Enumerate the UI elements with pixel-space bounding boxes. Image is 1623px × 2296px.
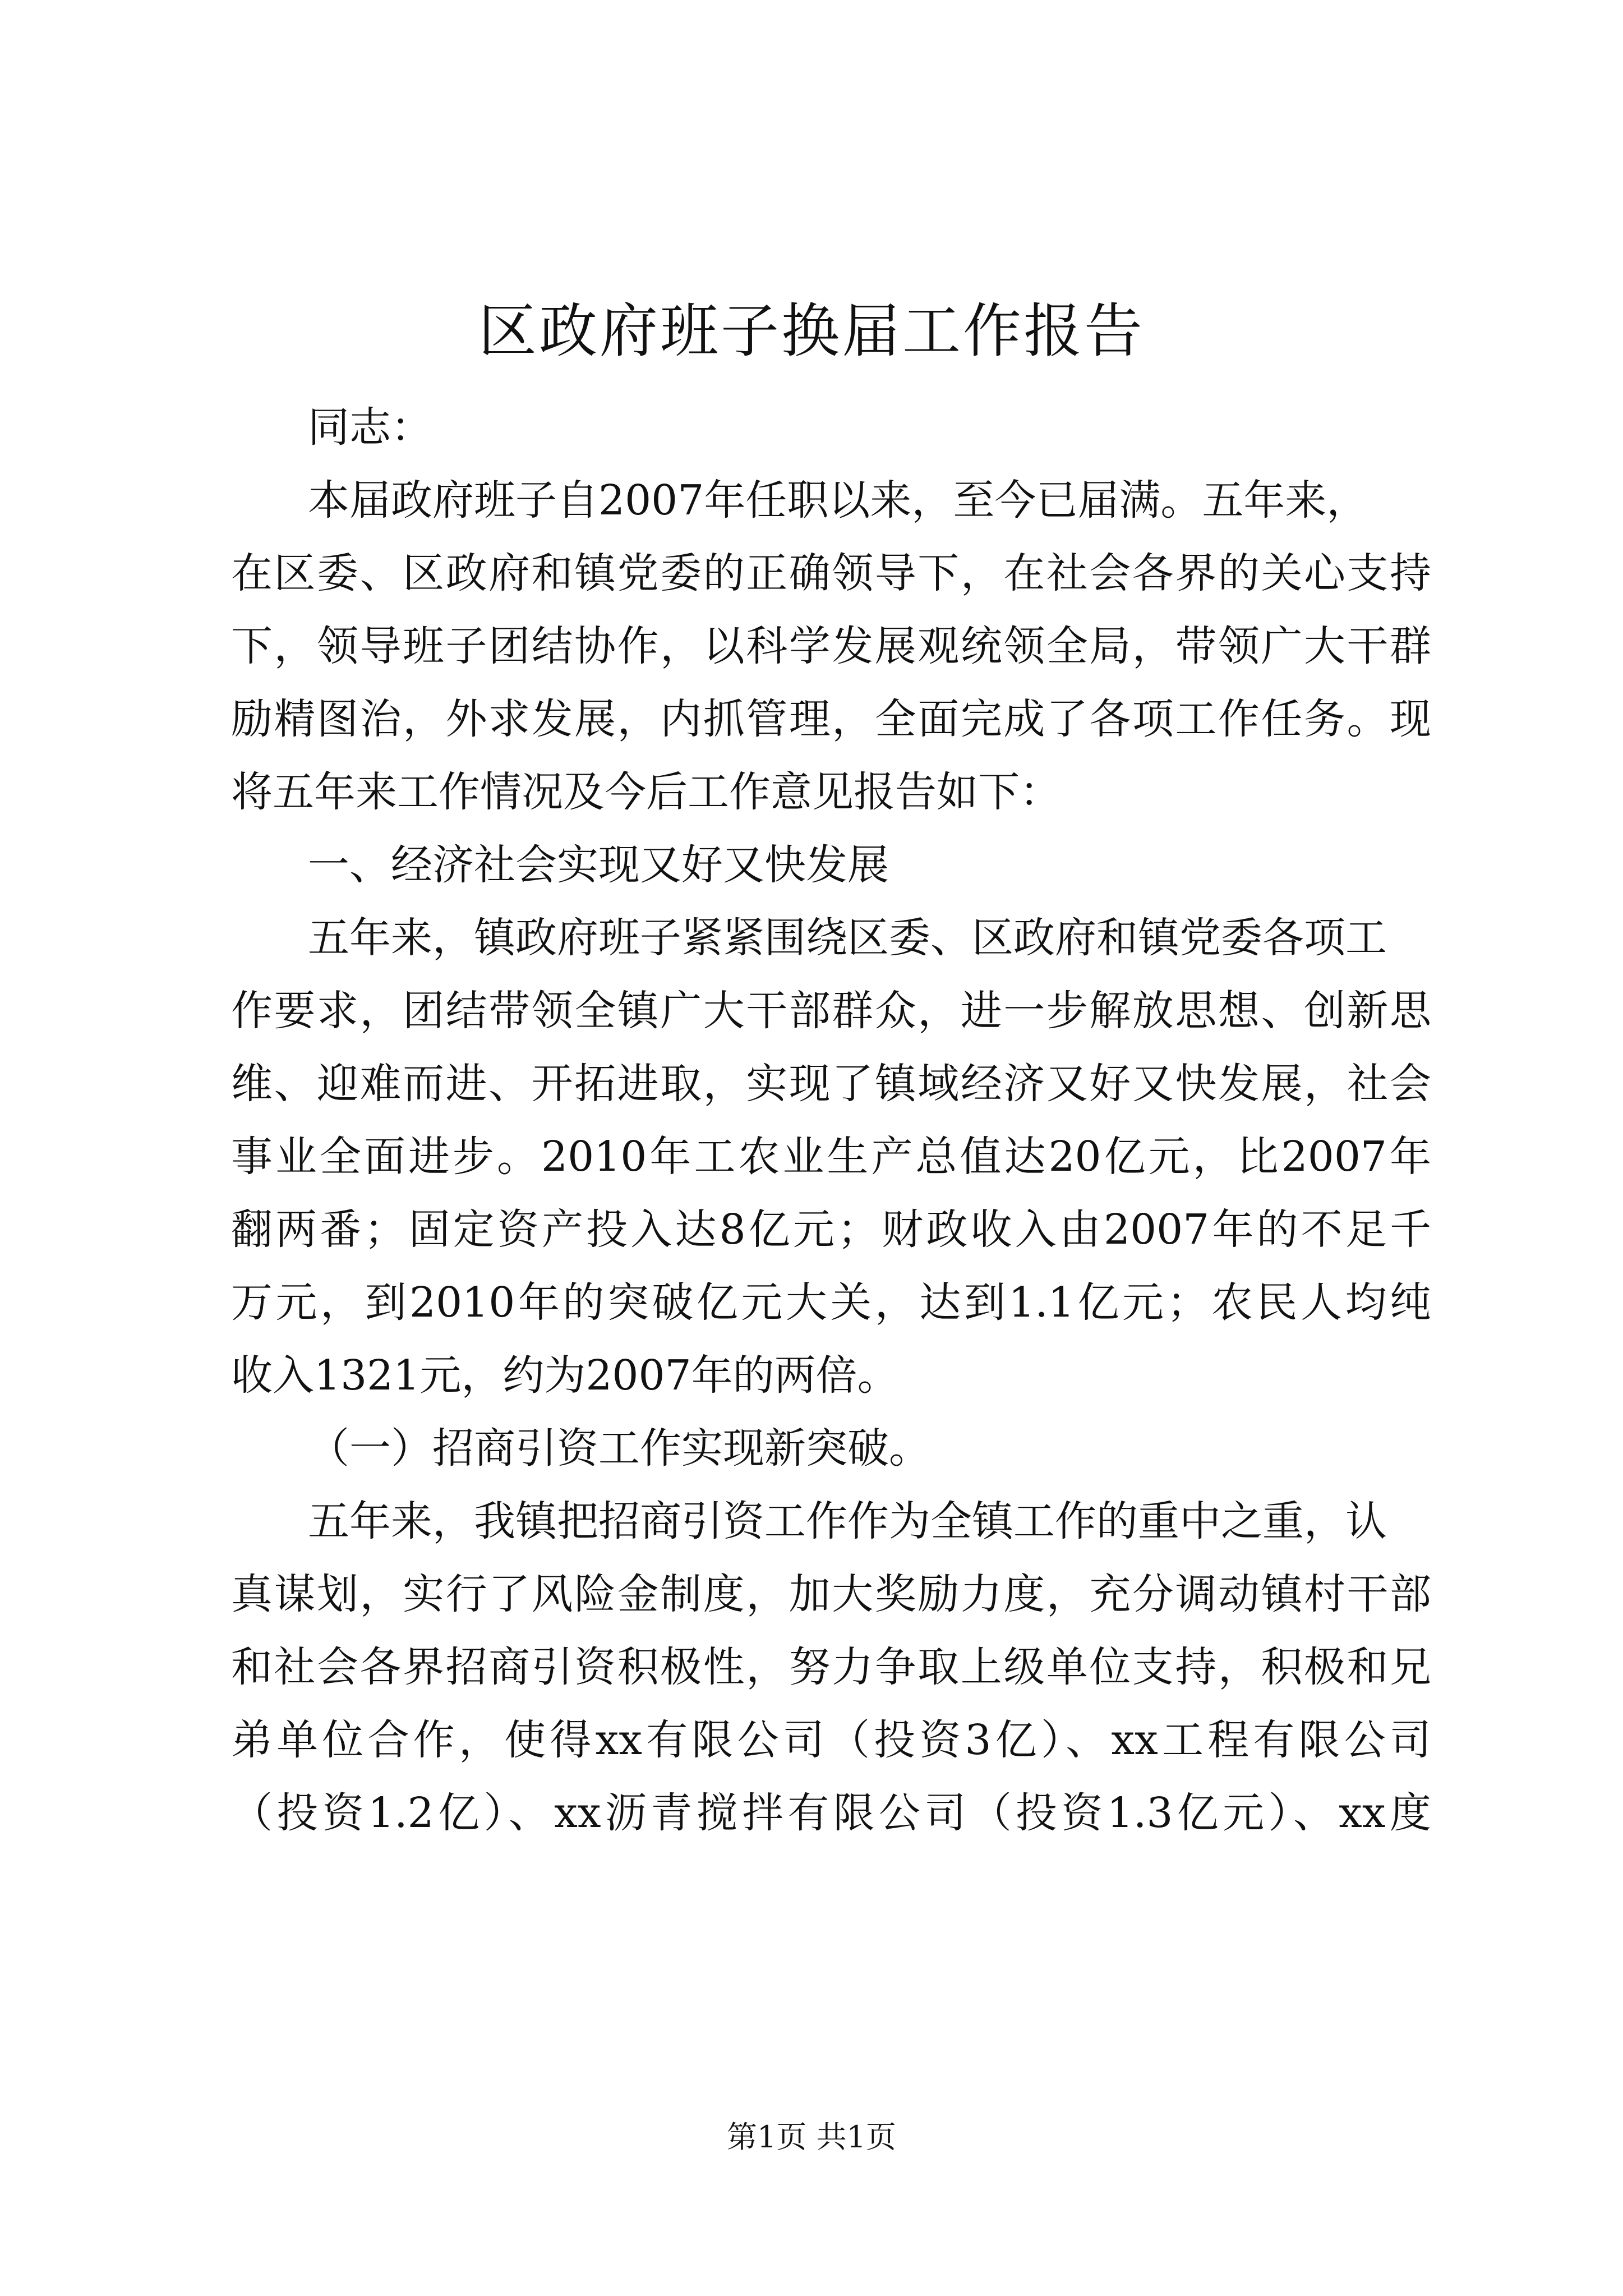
paragraph-line: 和社会各界招商引资积极性，努力争取上级单位支持，积极和兄: [231, 1643, 1431, 1691]
paragraph-line: 事业全面进步。2010年工农业生产总值达20亿元，比2007年: [231, 1133, 1431, 1181]
paragraph-line: 弟单位合作，使得xx有限公司（投资3亿）、xx工程有限公司: [231, 1716, 1431, 1764]
subsection-heading: （一）招商引资工作实现新突破。: [308, 1424, 930, 1473]
paragraph-line: 作要求，团结带领全镇广大干部群众，进一步解放思想、创新思: [231, 987, 1431, 1035]
paragraph-line: 收入1321元，约为2007年的两倍。: [231, 1351, 899, 1400]
paragraph-line: 真谋划，实行了风险金制度，加大奖励力度，充分调动镇村干部: [231, 1570, 1431, 1618]
paragraph-line: 励精图治，外求发展，内抓管理，全面完成了各项工作任务。现: [231, 695, 1431, 743]
document-title: 区政府班子换届工作报告: [478, 297, 1145, 365]
paragraph-line: 将五年来工作情况及今后工作意见报告如下：: [231, 768, 1061, 816]
paragraph-line: 五年来，镇政府班子紧紧围绕区委、区政府和镇党委各项工: [308, 914, 1387, 962]
paragraph-line: 翻两番；固定资产投入达8亿元；财政收入由2007年的不足千: [231, 1205, 1431, 1254]
paragraph-line: 在区委、区政府和镇党委的正确领导下，在社会各界的关心支持: [231, 549, 1431, 597]
section-heading: 一、经济社会实现又好又快发展: [308, 841, 889, 889]
paragraph-line: （投资1.2亿）、xx沥青搅拌有限公司（投资1.3亿元）、xx度: [231, 1789, 1431, 1837]
page-footer: 第1页 共1页: [727, 2119, 896, 2155]
paragraph-line: 维、迎难而进、开拓进取，实现了镇域经济又好又快发展，社会: [231, 1060, 1431, 1108]
paragraph-line: 下，领导班子团结协作，以科学发展观统领全局，带领广大干群: [231, 622, 1431, 670]
salutation-line: 同志：: [308, 403, 432, 452]
paragraph-line: 五年来，我镇把招商引资工作作为全镇工作的重中之重，认: [308, 1497, 1387, 1545]
paragraph-line: 本届政府班子自2007年任职以来，至今已届满。五年来，: [308, 476, 1368, 524]
paragraph-line: 万元，到2010年的突破亿元大关，达到1.1亿元；农民人均纯: [231, 1278, 1431, 1327]
